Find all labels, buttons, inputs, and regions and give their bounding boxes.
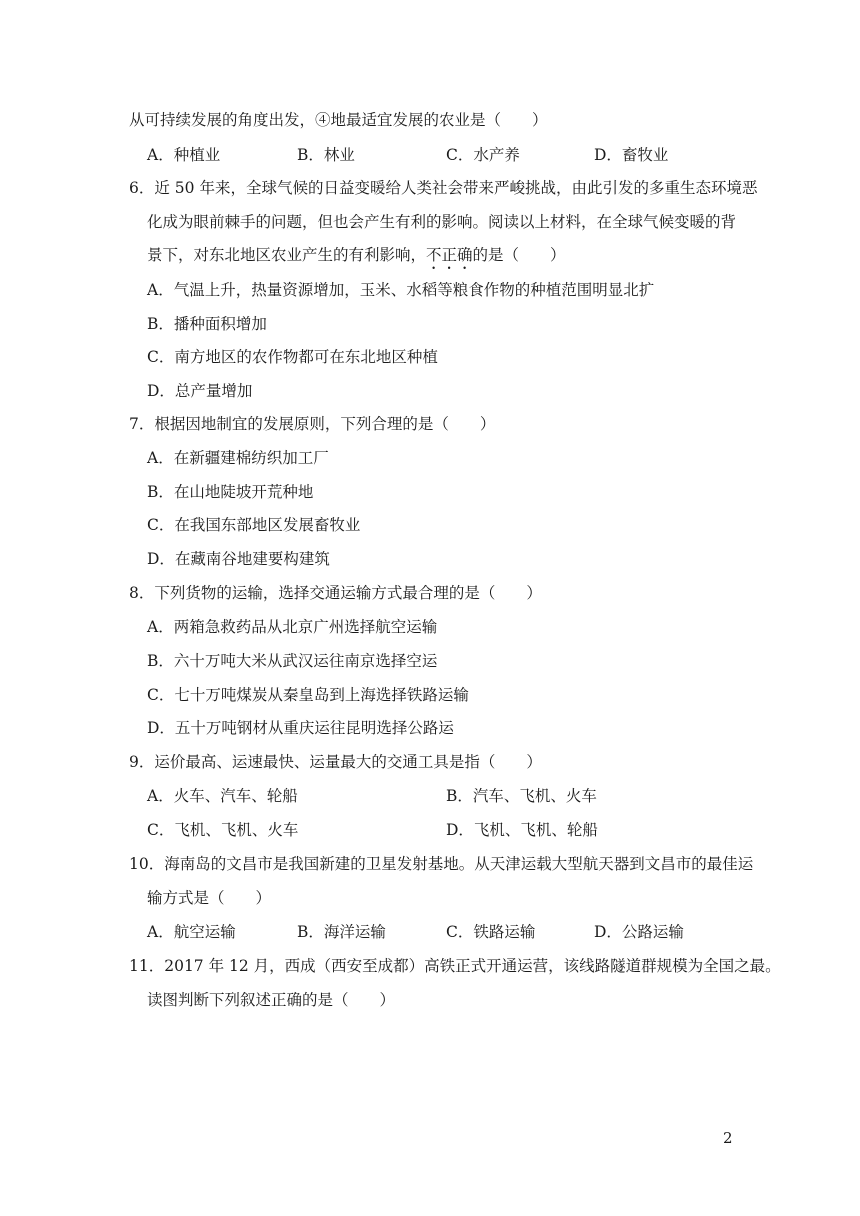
q6-stem-line3-pre: 景下，对东北地区农业产生的有利影响， xyxy=(147,246,427,264)
page-number: 2 xyxy=(723,1129,733,1147)
q9-option-d: D．飞机、飞机、轮船 xyxy=(446,821,598,839)
q6-option-b: B．播种面积增加 xyxy=(147,315,267,333)
q9-option-a: A．火车、汽车、轮船 xyxy=(147,787,298,805)
q5-stem-tail: 从可持续发展的角度出发，④地最适宜发展的农业是（ ） xyxy=(129,111,548,129)
q6-stem-line2: 化成为眼前棘手的问题，但也会产生有利的影响。阅读以上材料，在全球气候变暖的背 xyxy=(147,213,737,231)
q8-option-b: B．六十万吨大米从武汉运往南京选择空运 xyxy=(147,652,438,670)
q6-stem-line1: 6．近 50 年来，全球气候的日益变暖给人类社会带来严峻挑战，由此引发的多重生态环境恶 xyxy=(129,179,758,197)
q9-stem: 9．运价最高、运速最快、运量最大的交通工具是指（ ） xyxy=(129,753,542,771)
q8-stem: 8．下列货物的运输，选择交通运输方式最合理的是（ ） xyxy=(129,584,542,602)
q9-option-c: C．飞机、飞机、火车 xyxy=(147,821,299,839)
q7-option-c: C．在我国东部地区发展畜牧业 xyxy=(147,516,361,534)
q11-stem-line2: 读图判断下列叙述正确的是（ ） xyxy=(147,991,396,1009)
q5-option-c: C．水产养 xyxy=(446,146,520,164)
q8-option-c: C．七十万吨煤炭从秦皇岛到上海选择铁路运输 xyxy=(147,686,469,704)
q6-stem-line3-post: 的是（ ） xyxy=(472,246,566,264)
q7-option-a: A．在新疆建棉纺织加工厂 xyxy=(147,449,329,467)
q10-option-d: D．公路运输 xyxy=(594,923,684,941)
q6-emphasis-text: 不正确 xyxy=(426,246,473,264)
q7-option-b: B．在山地陡坡开荒种地 xyxy=(147,483,314,501)
q9-option-b: B．汽车、飞机、火车 xyxy=(446,787,597,805)
q5-option-a: A．种植业 xyxy=(147,146,221,164)
q10-stem-line2: 输方式是（ ） xyxy=(147,889,272,907)
q5-option-d: D．畜牧业 xyxy=(594,146,669,164)
q11-stem-line1: 11．2017 年 12 月，西成（西安至成都）高铁正式开通运营，该线路隧道群规模为全国之最。 xyxy=(129,957,781,975)
q10-option-a: A．航空运输 xyxy=(147,923,236,941)
q10-option-b: B．海洋运输 xyxy=(297,923,386,941)
q10-stem-line1: 10．海南岛的文昌市是我国新建的卫星发射基地。从天津运载大型航天器到文昌市的最佳运 xyxy=(129,855,754,873)
q7-option-d: D．在藏南谷地建要构建筑 xyxy=(147,550,330,568)
q6-option-c: C．南方地区的农作物都可在东北地区种植 xyxy=(147,348,438,366)
q6-option-d: D．总产量增加 xyxy=(147,382,253,400)
q6-stem-line3 xyxy=(147,245,566,273)
q8-option-d: D．五十万吨钢材从重庆运往昆明选择公路运 xyxy=(147,719,454,737)
q8-option-a: A．两箱急救药品从北京广州选择航空运输 xyxy=(147,618,438,636)
q6-option-a: A．气温上升，热量资源增加，玉米、水稻等粮食作物的种植范围明显北扩 xyxy=(147,281,655,299)
q7-stem: 7．根据因地制宜的发展原则，下列合理的是（ ） xyxy=(129,415,496,433)
q5-option-b: B．林业 xyxy=(297,146,355,164)
q10-option-c: C．铁路运输 xyxy=(446,923,536,941)
